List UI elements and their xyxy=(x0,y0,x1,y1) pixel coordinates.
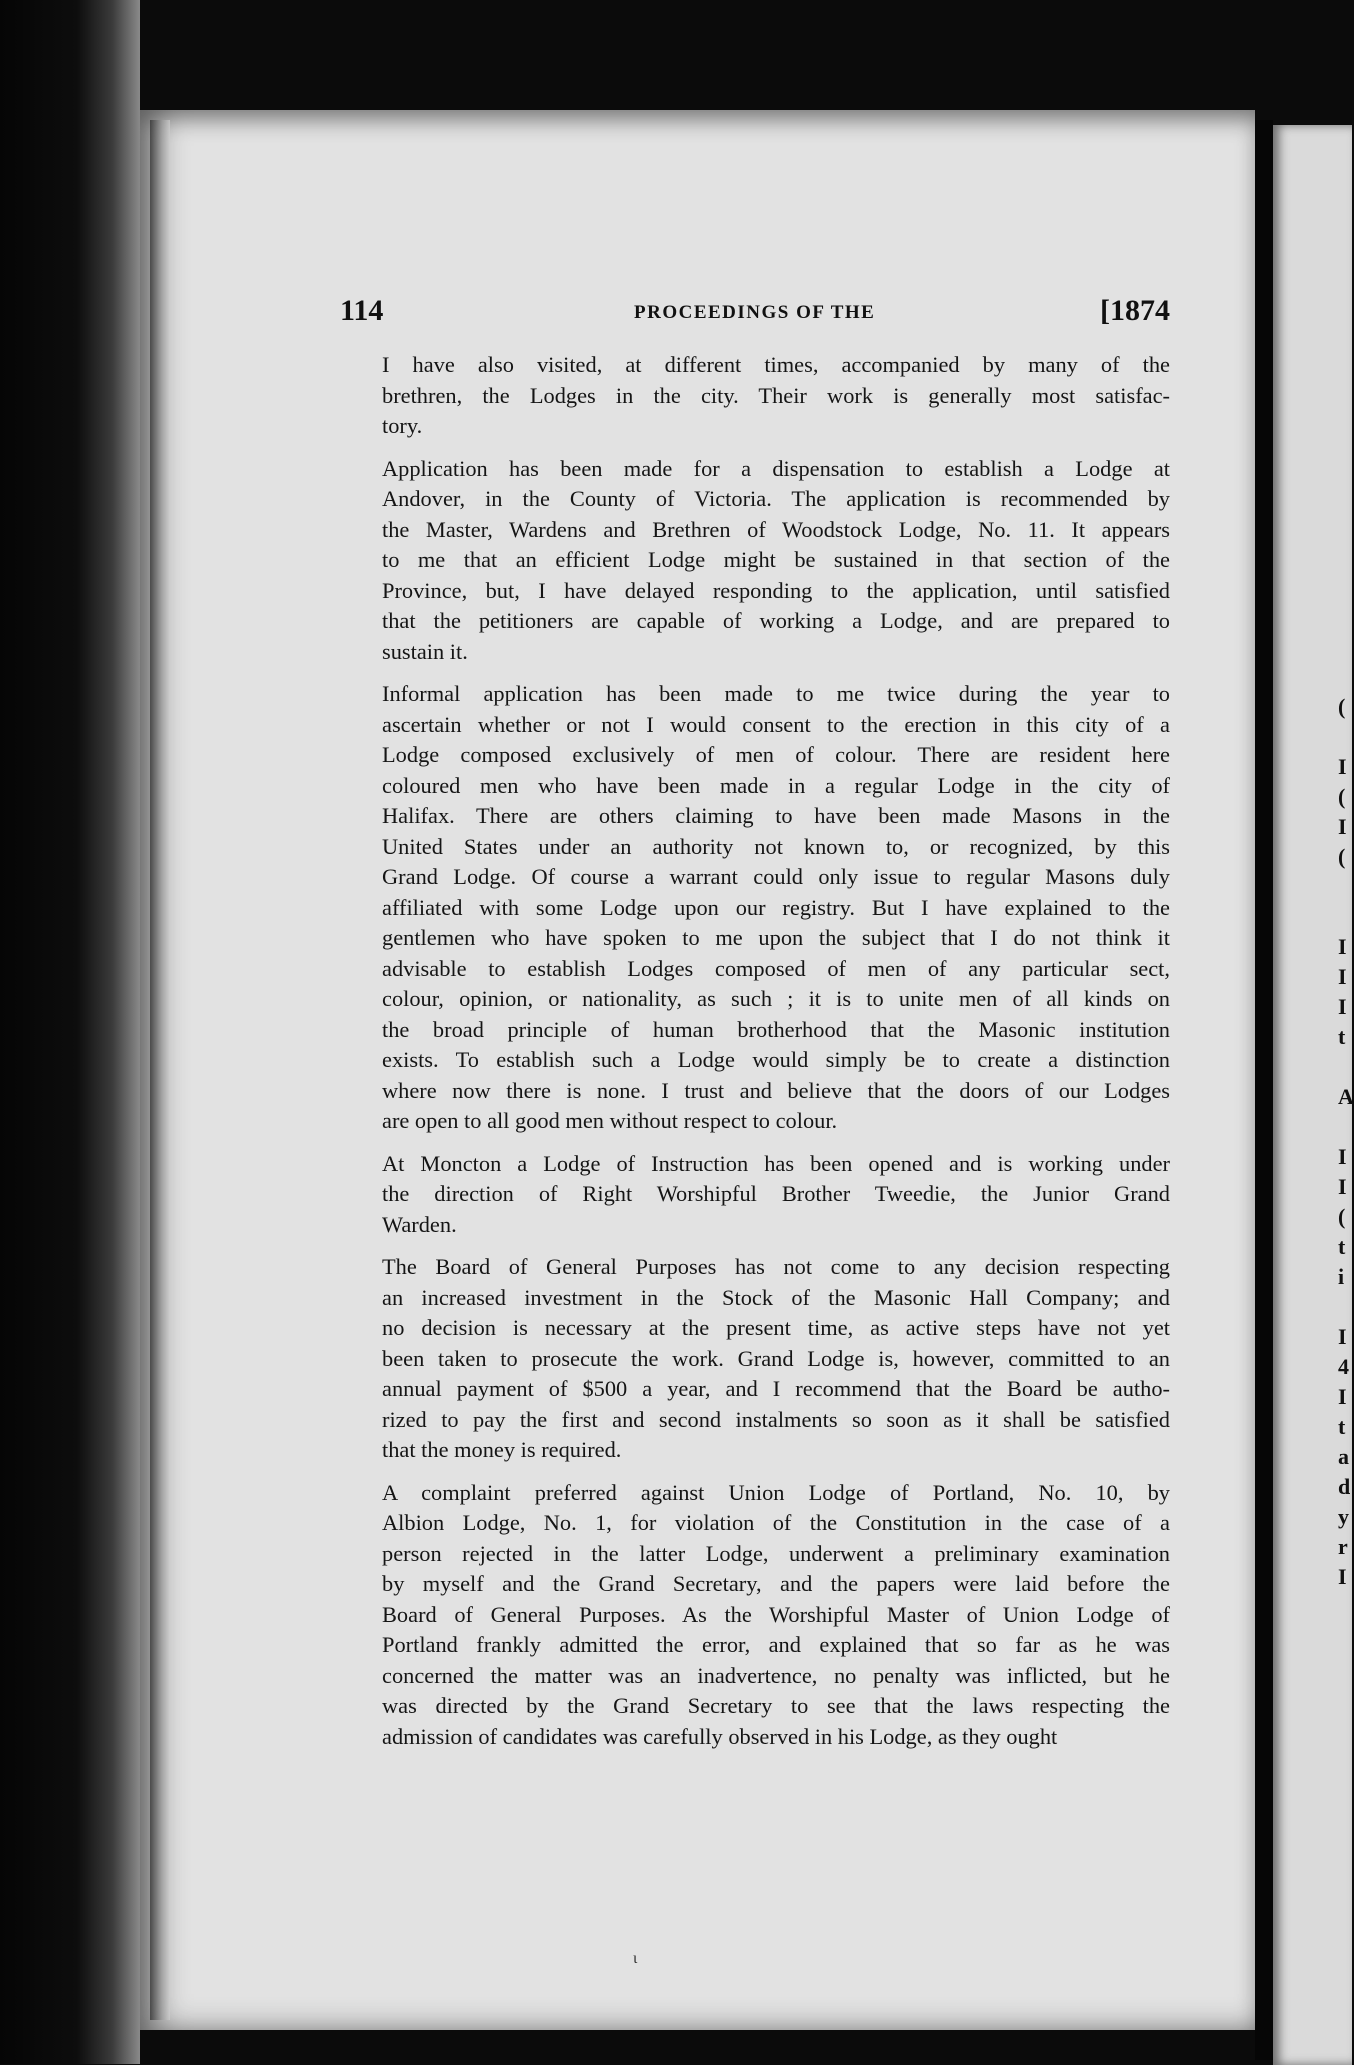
text-line: gentlemen who have spoken to me upon the subject that I do not think it xyxy=(382,925,1170,950)
paragraph xyxy=(362,1478,1170,1753)
text-line: Albion Lodge, No. 1, for violation of the Constitution in the case of a xyxy=(382,1510,1170,1535)
text-line: exists. To establish such a Lodge would simply be to create a distinction xyxy=(382,1047,1170,1072)
text-line: no decision is necessary at the present time, as active steps have not yet xyxy=(382,1315,1170,1340)
text-line: sustain it. xyxy=(382,638,468,664)
adjacent-letter: y xyxy=(1338,1504,1349,1529)
adjacent-letter: d xyxy=(1338,1474,1351,1499)
text-line: Warden. xyxy=(382,1211,457,1237)
running-head xyxy=(340,294,1170,334)
adjacent-letter: I xyxy=(1338,1384,1347,1409)
page-number: 114 xyxy=(340,294,384,327)
text-line: tory. xyxy=(382,413,423,438)
text-line: brethren, the Lodges in the city. Their work is generally most satisfac- xyxy=(382,382,1170,408)
text-line: an increased investment in the Stock of the Masonic Hall Company; and xyxy=(382,1284,1170,1310)
adjacent-letter: I xyxy=(1338,934,1347,959)
text-line: Informal application has been made to me twice during the year to xyxy=(382,681,1170,706)
running-title: PROCEEDINGS OF THE xyxy=(634,302,876,323)
text-line: The Board of General Purposes has not come to any decision respecting xyxy=(382,1254,1170,1279)
stray-mark: ι xyxy=(633,1950,638,1967)
text-line: the Master, Wardens and Brethren of Woodstock Lodge, No. 11. It appears xyxy=(382,516,1170,542)
adjacent-letter: I xyxy=(1338,964,1347,989)
text-line: A complaint preferred against Union Lodge of Portland, No. 10, by xyxy=(382,1479,1170,1505)
paragraph xyxy=(362,1252,1170,1466)
adjacent-letter: I xyxy=(1338,1144,1347,1169)
text-line: by myself and the Grand Secretary, and the papers were laid before the xyxy=(382,1571,1170,1596)
text-line: Province, but, I have delayed responding to the application, until satisfied xyxy=(382,577,1170,603)
text-line: annual payment of $500 a year, and I recommend that the Board be autho- xyxy=(382,1376,1170,1401)
adjacent-letter: t xyxy=(1338,1234,1346,1259)
adjacent-letter: ( xyxy=(1338,694,1346,719)
text-line: Halifax. There are others claiming to have been made Masons in the xyxy=(382,803,1170,828)
adjacent-letter: I xyxy=(1338,814,1347,839)
adjacent-letter xyxy=(1338,1292,1352,1322)
paragraph xyxy=(362,454,1170,668)
adjacent-letter xyxy=(1338,902,1352,932)
text-line: Andover, in the County of Victoria. The application is recommended by xyxy=(382,486,1170,511)
adjacent-letter: 4 xyxy=(1338,1354,1349,1379)
text-line: Application has been made for a dispensation to establish a Lodge at xyxy=(382,455,1170,481)
text-line: ascertain whether or not I would consent to the erection in this city of a xyxy=(382,711,1170,737)
adjacent-letter: I xyxy=(1338,994,1347,1019)
adjacent-letter: t xyxy=(1338,1024,1346,1049)
adjacent-letter: a xyxy=(1338,1444,1349,1469)
paragraph xyxy=(362,1149,1170,1241)
text-line: colour, opinion, or nationality, as such ; it is to unite men of all kinds on xyxy=(382,986,1170,1011)
adjacent-letter: I xyxy=(1338,1564,1347,1589)
text-line: Grand Lodge. Of course a warrant could only issue to regular Masons duly xyxy=(382,864,1170,889)
text-line: been taken to prosecute the work. Grand Lodge is, however, committed to an xyxy=(382,1345,1170,1371)
adjacent-letter: t xyxy=(1338,1414,1346,1439)
text-line: I have also visited, at different times, accompanied by many of the xyxy=(382,352,1170,377)
text-line: the direction of Right Worshipful Brother Tweedie, the Junior Grand xyxy=(382,1181,1170,1206)
adjacent-page-letters xyxy=(1338,692,1352,1592)
adjacent-letter xyxy=(1338,1052,1352,1082)
text-line: United States under an authority not known to, or recognized, by this xyxy=(382,833,1170,859)
text-line: concerned the matter was an inadvertence, no penalty was inflicted, but he xyxy=(382,1662,1170,1688)
page-body-text xyxy=(362,350,1170,1764)
adjacent-letter: I xyxy=(1338,1174,1347,1199)
page-gutter xyxy=(1255,120,1273,2060)
text-line: was directed by the Grand Secretary to see that the laws respecting the xyxy=(382,1693,1170,1718)
text-line: admission of candidates was carefully observed in his Lodge, as they ought xyxy=(382,1723,1058,1749)
adjacent-letter: I xyxy=(1338,1324,1347,1349)
text-line: where now there is none. I trust and believe that the doors of our Lodges xyxy=(382,1077,1170,1103)
page-spine-shadow xyxy=(150,120,170,2020)
adjacent-letter xyxy=(1338,722,1352,752)
text-line: Board of General Purposes. As the Worshipful Master of Union Lodge of xyxy=(382,1601,1170,1627)
adjacent-letter xyxy=(1338,872,1352,902)
text-line: Lodge composed exclusively of men of colour. There are resident here xyxy=(382,742,1170,767)
text-line: person rejected in the latter Lodge, underwent a preliminary examination xyxy=(382,1540,1170,1566)
running-year: [1874 xyxy=(1100,294,1170,327)
adjacent-letter xyxy=(1338,1112,1352,1142)
text-line: the broad principle of human brotherhood that the Masonic institution xyxy=(382,1016,1170,1042)
adjacent-letter: r xyxy=(1338,1534,1348,1559)
adjacent-letter: ( xyxy=(1338,1204,1346,1229)
text-line: coloured men who have been made in a regular Lodge in the city of xyxy=(382,772,1170,798)
text-line: to me that an efficient Lodge might be sustained in that section of the xyxy=(382,547,1170,572)
text-line: affiliated with some Lodge upon our registry. But I have explained to the xyxy=(382,894,1170,920)
adjacent-letter: i xyxy=(1338,1264,1345,1289)
adjacent-letter: ( xyxy=(1338,844,1346,869)
paragraph xyxy=(362,679,1170,1137)
text-line: that the petitioners are capable of working a Lodge, and are prepared to xyxy=(382,608,1170,633)
text-line: that the money is required. xyxy=(382,1437,622,1462)
adjacent-letter: ( xyxy=(1338,784,1346,809)
scan-left-margin xyxy=(0,0,140,2064)
paragraph xyxy=(362,350,1170,442)
adjacent-letter: I xyxy=(1338,754,1347,779)
text-line: At Moncton a Lodge of Instruction has been opened and is working under xyxy=(382,1150,1170,1176)
text-line: Portland frankly admitted the error, and explained that so far as he was xyxy=(382,1632,1170,1657)
text-line: advisable to establish Lodges composed of men of any particular sect, xyxy=(382,955,1170,981)
adjacent-letter: A xyxy=(1338,1084,1354,1109)
text-line: are open to all good men without respect to colour. xyxy=(382,1108,838,1133)
text-line: rized to pay the first and second instalments so soon as it shall be satisfied xyxy=(382,1406,1170,1432)
